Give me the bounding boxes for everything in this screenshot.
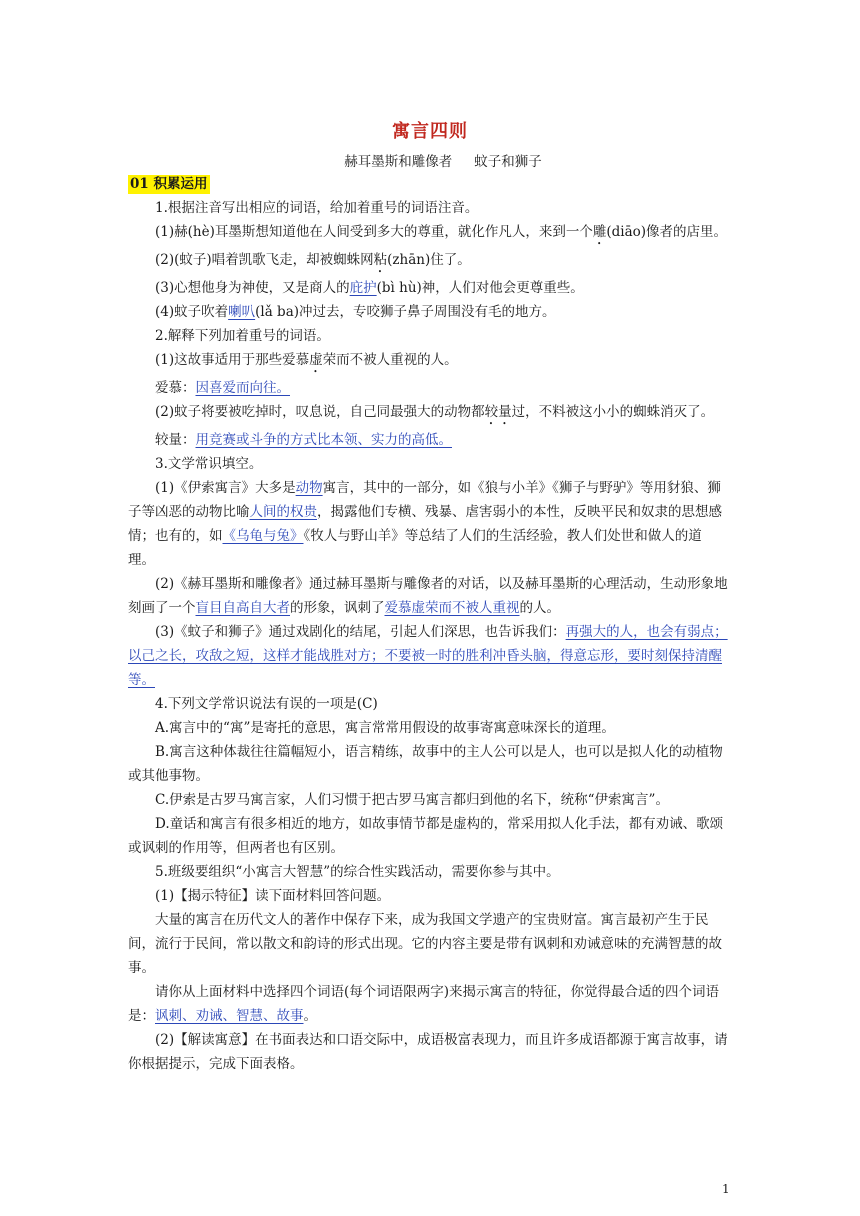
answer-text: 盲目自高自大者 xyxy=(195,600,290,616)
q3-stem: 3.文学常识填空。 xyxy=(155,456,263,472)
answer-text: 动物 xyxy=(295,480,323,496)
answer-text: 因喜爱而向往。 xyxy=(195,380,290,396)
answer-text: 再强大的人，也会有弱点；以己之长，攻敌之短，这样才能战胜对方；不要被一时的胜利冲昏头脑，得意忘形，要时刻保持清醒等。 xyxy=(128,624,728,688)
q5-stem: 5.班级要组织“小寓言大智慧”的综合性实践活动，需要你参与其中。 xyxy=(155,864,560,880)
q5-material: 大量的寓言在历代文人的著作中保存下来，成为我国文学遗产的宝贵财富。寓言最初产生于民间，流行于民间，常以散文和韵诗的形式出现。它的内容主要是带有讽刺和劝诫意味的充满智慧的故事。 xyxy=(128,912,722,976)
q3-item-1: (1)《伊索寓言》大多是动物寓言，其中的一部分，如《狼与小羊》《狮子与野驴》等用豺狼、狮子等凶恶的动物比喻人间的权贵，揭露他们专横、残暴、虐害弱小的本性，反映平民和奴隶的思想感情；也有的，如《乌龟与兔》《牧人与野山羊》等总结了人们的生活经验，教人们处世和做人的道理。 xyxy=(128,480,722,568)
emphasis-char: 较量 xyxy=(484,404,512,420)
q5-ask: 请你从上面材料中选择四个词语(每个词语限两字)来揭示寓言的特征，你觉得最合适的四个词语是：讽刺、劝诫、智慧、故事。 xyxy=(128,984,720,1024)
q2-answer-1: 爱慕：因喜爱而向往。 xyxy=(155,380,290,396)
q2-item-1: (1)这故事适用于那些爱慕虚荣而不被人重视的人。 xyxy=(155,352,458,368)
answer-text: 爱慕虚荣而不被人重视 xyxy=(384,600,520,616)
q2-answer-2: 较量：用竞赛或斗争的方式比本领、实力的高低。 xyxy=(155,432,452,448)
answer-text: 人间的权贵 xyxy=(249,504,317,520)
subtitle-fable-1: 赫耳墨斯和雕像者 xyxy=(344,154,453,170)
q1-stem: 1.根据注音写出相应的词语，给加着重号的词语注音。 xyxy=(155,200,479,216)
q4-option-c: C.伊索是古罗马寓言家，人们习惯于把古罗马寓言都归到他的名下，统称“伊索寓言”。 xyxy=(155,792,669,808)
q5-sub-1: (1)【揭示特征】读下面材料回答问题。 xyxy=(155,888,391,904)
subtitle xyxy=(0,150,860,170)
answer-text: 《乌龟与兔》 xyxy=(222,528,304,544)
q1-item-1: (1)赫(hè)耳墨斯想知道他在人间受到多大的尊重，就化作凡人，来到一个雕(diāo)像者的店里。 xyxy=(155,224,728,240)
emphasis-char: 虚 xyxy=(309,352,323,368)
emphasis-char: 雕 xyxy=(592,224,607,240)
section-heading: 01 积累运用 xyxy=(130,176,208,192)
q4-option-d: D.童话和寓言有很多相近的地方，如故事情节都是虚构的，常采用拟人化手法，都有劝诫、歌颂或讽刺的作用等，但两者也有区别。 xyxy=(128,816,724,856)
q4-option-a: A.寓言中的“寓”是寄托的意思，寓言常常用假设的故事寄寓意味深长的道理。 xyxy=(155,720,615,736)
q2-item-2: (2)蚊子将要被吃掉时，叹息说，自己同最强大的动物都较量过，不料被这小小的蜘蛛消灭了。 xyxy=(155,404,715,420)
q4-stem: 4.下列文学常识说法有误的一项是(C) xyxy=(155,696,378,712)
q1-item-2: (2)(蚊子)唱着凯歌飞走，却被蜘蛛网粘(zhān)住了。 xyxy=(155,252,471,268)
q3-item-2: (2)《赫耳墨斯和雕像者》通过赫耳墨斯与雕像者的对话，以及赫耳墨斯的心理活动，生动形象地刻画了一个盲目自高自大者的形象，讽刺了爱慕虚荣而不被人重视的人。 xyxy=(128,576,728,616)
page-title: 寓言四则 xyxy=(392,121,468,142)
q1-item-3: (3)心想他身为神使，又是商人的庇护(bì hù)神，人们对他会更尊重些。 xyxy=(155,280,584,296)
q5-sub-2: (2)【解读寓意】在书面表达和口语交际中，成语极富表现力，而且许多成语都源于寓言故事，请你根据提示，完成下面表格。 xyxy=(128,1032,728,1072)
q1-item-4: (4)蚊子吹着喇叭(lǎ ba)冲过去，专咬狮子鼻子周围没有毛的地方。 xyxy=(155,304,556,320)
subtitle-fable-2: 蚊子和狮子 xyxy=(474,154,542,170)
answer-text: 用竞赛或斗争的方式比本领、实力的高低。 xyxy=(195,432,452,448)
page-number: 1 xyxy=(722,1182,730,1196)
emphasis-char: 粘 xyxy=(373,252,388,268)
answer-text: 讽刺、劝诫、智慧、故事 xyxy=(155,1008,304,1024)
document-body xyxy=(128,196,728,1076)
q4-option-b: B.寓言这种体裁往往篇幅短小，语言精练，故事中的主人公可以是人，也可以是拟人化的动植物或其他事物。 xyxy=(128,744,723,784)
q3-item-3: (3)《蚊子和狮子》通过戏剧化的结尾，引起人们深思，也告诉我们：再强大的人，也会有弱点；以己之长，攻敌之短，这样才能战胜对方；不要被一时的胜利冲昏头脑，得意忘形，要时刻保持清醒等。 xyxy=(128,624,728,688)
answer-text: 庇护 xyxy=(349,280,377,296)
q2-stem: 2.解释下列加着重号的词语。 xyxy=(155,328,330,344)
answer-text: 喇叭 xyxy=(228,304,256,320)
